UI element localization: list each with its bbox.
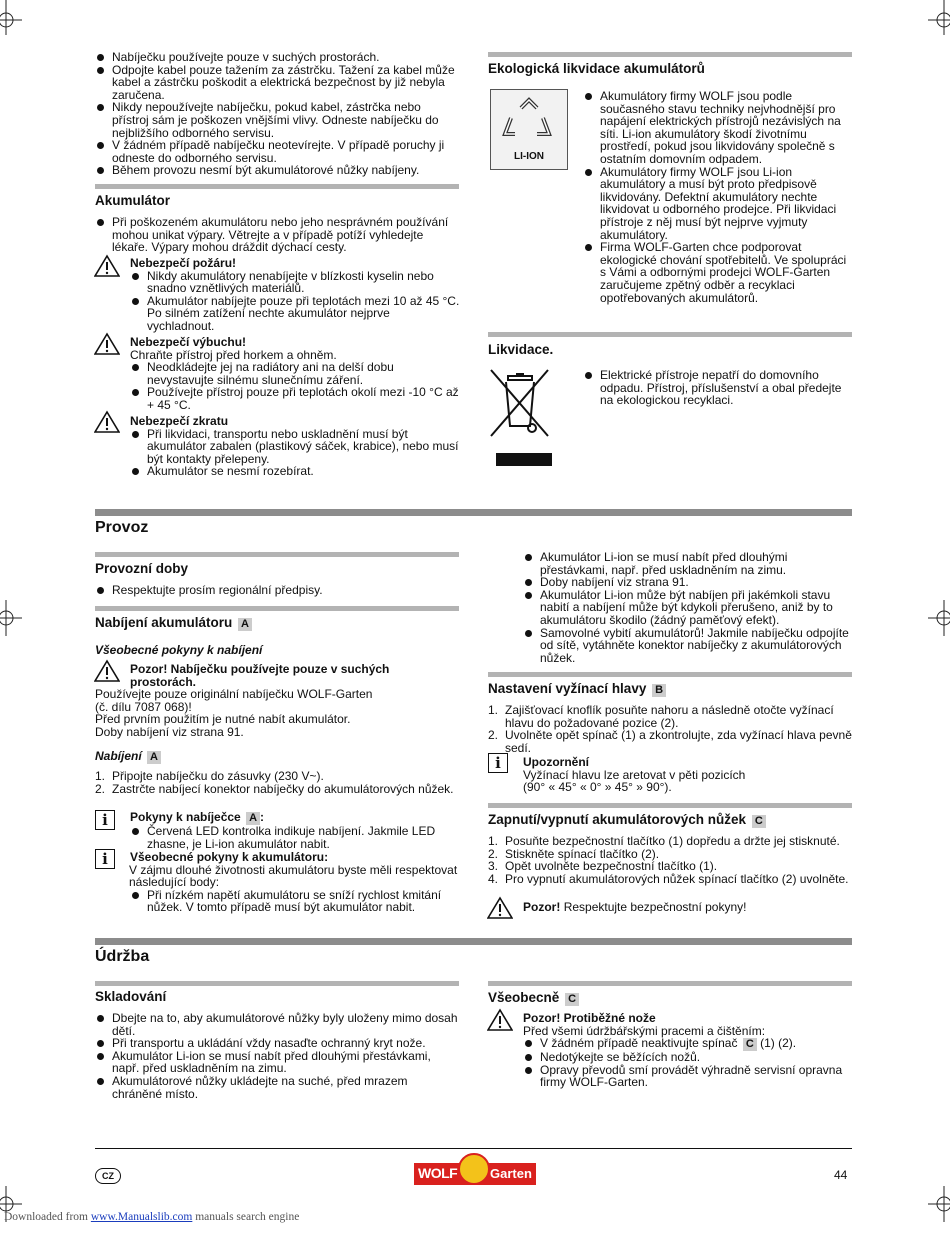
wolf-head-icon [458,1153,490,1185]
step-text: Opět uvolněte bezpečnostní tlačítko (1). [505,859,718,874]
figure-label: A [147,751,161,764]
list-item: 2. Stiskněte spínací tlačítko (2). [488,846,660,861]
akumulator-intro [95,216,460,254]
step-text: Zastrčte nabíjecí konektor nabíječky do akumulátorových nůžek. [112,781,454,796]
chapter-divider [95,509,852,516]
list-item: Dbejte na to, aby akumulátorové nůžky byly uloženy mimo dosah dětí. [95,1012,460,1037]
list-item: Při nízkém napětí akumulátoru se sníží rychlost kmitání nůžek. V tomto případě musí být akumulátor nabit. [130,889,460,914]
safety-reminder-label: Pozor! [523,900,561,914]
list-item: 2. Uvolněte opět spínač (1) a zkontrolujte, zda vyžínací hlava pevně sedí. [488,728,852,755]
section-title-charging [95,616,252,631]
blades-warning-title: Pozor! Protiběžné nože [523,1011,656,1025]
fire-hazard-block [130,257,460,333]
text-line: Doby nabíjení viz strana 91. [95,724,244,739]
charging-subtitle-text: Nabíjení [95,749,142,763]
list-item: Při transportu a ukládání vždy nasaďte ochranný kryt nože. [95,1037,460,1050]
step-text: Uvolněte opět spínač (1) a zkontrolujte, zda vyžínací hlava pevně sedí. [505,728,852,755]
list-item: Doby nabíjení viz strana 91. [523,576,853,589]
list-item: 4. Pro vypnutí akumulátorových nůžek spínací tlačítko (2) uvolněte. [488,871,849,886]
safety-reminder [523,901,746,914]
list-item-text: V žádném případě neaktivujte spínač [540,1036,738,1051]
footer-rule [95,1148,852,1149]
logo-wolf-text: WOLF [418,1165,458,1181]
figure-label: C [752,815,766,828]
text-line: Používejte pouze originální nabíječku WOLF-Garten [95,687,373,701]
explosion-text: Chraňte přístroj před horkem a ohněm. [130,347,337,362]
warning-icon [94,410,120,434]
section-title-head-adjust [488,682,666,697]
section-divider [95,606,459,611]
li-ion-recycling-logo [490,89,568,170]
chapter-divider [95,938,852,945]
section-title-on-off [488,813,766,828]
step-text: Pro vypnutí akumulátorových nůžek spínací tlačítko (2) uvolněte. [505,871,849,886]
crossed-bin-icon [488,364,554,468]
list-item: Akumulátor nabíjejte pouze při teplotách mezi 10 až 45 °C. Po silném zatížení nechte akumulátor nejprve vychladnout. [130,295,460,333]
on-off-steps [488,835,853,885]
section-divider [488,981,852,986]
list-item: Opravy převodů smí provádět výhradně servisní opravna firmy WOLF-Garten. [523,1064,853,1089]
list-item: Akumulátor Li-ion může být nabíjen při jakémkoli stavu nabití a nabíjení může být kdykoli přerušeno, aniž by to akumulátoru škodilo (žádný paměťový efekt). [523,589,853,627]
list-item: 1. Zajišťovací knoflík posuňte nahoru a následně otočte vyžínací hlavu do požadované pozice (2). [488,703,834,730]
text-line: Před prvním použitím je nutné nabít akumulátor. [95,712,351,727]
list-item: 1. Posuňte bezpečnostní tlačítko (1) dopředu a držte jej stisknuté. [488,834,840,848]
figure-label: B [652,684,666,697]
list-item: Nikdy akumulátory nenabíjejte v blízkosti kyselin nebo snadno vznětlivých materiálů. [130,270,460,295]
section-title-likvidace: Likvidace. [488,342,554,357]
step-text: Posuňte bezpečnostní tlačítko (1) dopředu a držte jej stisknuté. [505,834,840,848]
text-line: (č. dílu 7087 068)! [95,699,192,714]
download-suffix: manuals search engine [195,1211,300,1223]
list-item: Při poškozeném akumulátoru nebo jeho nesprávném používání mohou unikat výpary. Větrejte a v případě potíží vyhledejte lékaře. Výpary mohou dráždit dýchací cesty. [95,216,460,254]
charger-notes-title: Pokyny k nabíječce A : [130,810,265,824]
short-circuit-block [130,415,460,478]
list-item: Nedotýkejte se běžících nožů. [523,1051,853,1064]
battery-notes-block [130,851,460,914]
dry-rooms-warning: Pozor! Nabíječku používejte pouze v suchých prostorách. [130,662,390,689]
figure-label: C [743,1038,757,1051]
info-icon: i [95,849,115,869]
section-divider [488,803,852,808]
operating-times-list [95,584,460,597]
warning-icon [487,1008,513,1032]
section-divider [488,672,852,677]
charger-notes-title-text: Pokyny k nabíječce [130,810,241,824]
original-charger-text [95,688,460,738]
general-title-text: Všeobecně [488,990,560,1005]
country-code-badge: CZ [95,1168,121,1184]
charging-steps [95,770,460,795]
fire-hazard-title: Nebezpečí požáru! [130,256,237,270]
charging-title-text: Nabíjení akumulátoru [95,615,233,630]
charger-safety-list [95,51,460,177]
step-text: Stiskněte spínací tlačítko (2). [505,846,660,861]
list-item-text: (1) (2). [760,1036,797,1051]
download-prefix: Downloaded from [4,1211,88,1223]
figure-label: A [246,812,260,825]
warning-icon [94,254,120,278]
list-item: Neodkládejte jej na radiátory ani na delší dobu nevystavujte silnému slunečnímu záření. [130,361,460,386]
list-item: Červená LED kontrolka indikuje nabíjení. Jakmile LED zhasne, je Li-ion akumulátor nabit. [130,825,460,850]
info-icon: i [95,810,115,830]
section-divider [488,332,852,337]
download-notice [4,1211,299,1223]
warning-icon [487,896,513,920]
list-item: Akumulátory firmy WOLF jsou podle současného stavu techniky nejvhodnější pro napájení elektrických přístrojů nezávislých na síti. Li-ion akumulátory škodí životnímu prostředí, pokud jsou likvidovány společně s ostatním domovním odpadem. [583,90,851,166]
head-adjust-note [523,756,853,794]
info-icon: i [488,753,508,773]
text-line: (90° « 45° « 0° » 45° » 90°). [523,780,672,795]
list-item: 3. Opět uvolněte bezpečnostní tlačítko (1). [488,859,718,874]
chapter-title-provoz: Provoz [95,519,149,536]
list-item: 1. Připojte nabíječku do zásuvky (230 V~). [95,769,324,783]
safety-reminder-text: Respektujte bezpečnostní pokyny! [563,900,747,914]
figure-label: A [238,618,252,631]
li-ion-logo-text: LI-ION [514,151,544,162]
explosion-hazard-block [130,336,460,412]
warning-icon [94,332,120,356]
section-title-akumulator: Akumulátor [95,193,171,208]
page-number: 44 [834,1168,848,1182]
list-item: Akumulátory firmy WOLF jsou Li-ion akumulátory a musí být proto předpisově likvidovány. Defektní akumulátory nechte likvidovat u odborného prodejce. Při likvidaci přístroje z něj musí být nejprve vyjmuty akumulátory. [583,166,851,242]
list-item: Odpojte kabel pouze tažením za zástrčku. Tažení za kabel může kabel a zástrčku poškodit a elektrická bezpečnost by již nebyla zaručena. [95,64,460,102]
battery-notes-title: Všeobecné pokyny k akumulátoru: [130,850,329,864]
manualslib-link[interactable]: www.Manualslib.com [90,1211,193,1223]
eco-list [583,90,851,304]
list-item: Nabíječku používejte pouze v suchých prostorách. [95,51,460,64]
short-circuit-title: Nebezpečí zkratu [130,414,229,428]
section-divider [488,52,852,57]
list-item: 2. Zastrčte nabíjecí konektor nabíječky do akumulátorových nůžek. [95,781,454,796]
section-divider [95,552,459,557]
list-item: V žádném případě nabíječku neotevírejte. V případě poruchy ji odneste do odborného servisu. [95,139,460,164]
list-item: Akumulátorové nůžky ukládejte na suché, před mrazem chráněné místo. [95,1075,460,1100]
charging-subtitle [95,750,161,764]
figure-label: C [565,993,579,1006]
step-text: Připojte nabíječku do zásuvky (230 V~). [112,769,324,783]
section-divider [95,184,459,189]
chapter-title-udrzba: Údržba [95,948,150,965]
list-item: Elektrické přístroje nepatří do domovního odpadu. Přístroj, příslušenství a obal předejte na ekologickou recyklaci. [583,369,851,407]
list-item: Nikdy nepoužívejte nabíječku, pokud kabel, zástrčka nebo přístroj sám je poškozen vnějšími vlivy. Odneste nabíječku do nejbližšího odborného servisu. [95,101,460,139]
section-title-eco: Ekologická likvidace akumulátorů [488,61,705,76]
list-item: Samovolné vybití akumulátorů! Jakmile nabíječku odpojíte od sítě, vytáhněte konektor nabíječky z akumulátorových nůžek. [523,627,853,665]
blades-warning-text: Před všemi údržbářskými pracemi a čištěním: [523,1023,766,1038]
section-title-general [488,991,579,1006]
section-title-storage: Skladování [95,989,167,1004]
list-item [523,1037,853,1051]
on-off-title-text: Zapnutí/vypnutí akumulátorových nůžek [488,812,747,827]
warning-icon [94,659,120,683]
storage-list [95,1012,460,1100]
list-item: Při likvidaci, transportu nebo uskladnění musí být akumulátor zabalen (plastikový sáček, krabice), nebo musí být kontakty přelepeny. [130,428,460,466]
charger-notes-block [130,811,460,850]
charging-notes-right [523,551,853,664]
head-adjust-steps [488,704,853,754]
blades-warning-block [523,1012,853,1089]
section-title-operating-times: Provozní doby [95,561,189,576]
list-item: Respektujte prosím regionální předpisy. [95,584,460,597]
list-item: Akumulátor Li-ion se musí nabít před dlouhými přestávkami, např. před uskladněním na zimu. [523,551,853,576]
recycle-icon [491,94,567,154]
list-item: Firma WOLF-Garten chce podporovat ekologické chování spotřebitelů. Ve spolupráci s Vámi a odbornými prodejci WOLF-Garten zaručujeme zpětný odběr a recyklaci opotřebovaných akumulátorů. [583,241,851,304]
note-title: Upozornění [523,755,589,769]
list-item: Akumulátor Li-ion se musí nabít před dlouhými přestávkami, např. před uskladněním na zimu. [95,1050,460,1075]
logo-garten-text: Garten [490,1166,532,1181]
list-item: Používejte přístroj pouze při teplotách okolí mezi -10 °C až + 45 °C. [130,386,460,411]
likvidace-list [583,369,851,407]
explosion-hazard-title: Nebezpečí výbuchu! [130,335,247,349]
general-charging-subtitle: Všeobecné pokyny k nabíjení [95,643,263,657]
step-text: Zajišťovací knoflík posuňte nahoru a následně otočte vyžínací hlavu do požadované pozice (2). [505,703,834,730]
section-divider [95,981,459,986]
battery-notes-text: V zájmu dlouhé životnosti akumulátoru byste měli respektovat následující body: [129,862,458,890]
text-line: Vyžínací hlavu lze aretovat v pěti pozicích [523,767,746,782]
wolf-garten-logo [414,1153,536,1187]
head-adjust-title-text: Nastavení vyžínací hlavy [488,681,647,696]
list-item: Akumulátor se nesmí rozebírat. [130,465,460,478]
list-item: Během provozu nesmí být akumulátorové nůžky nabíjeny. [95,164,460,177]
